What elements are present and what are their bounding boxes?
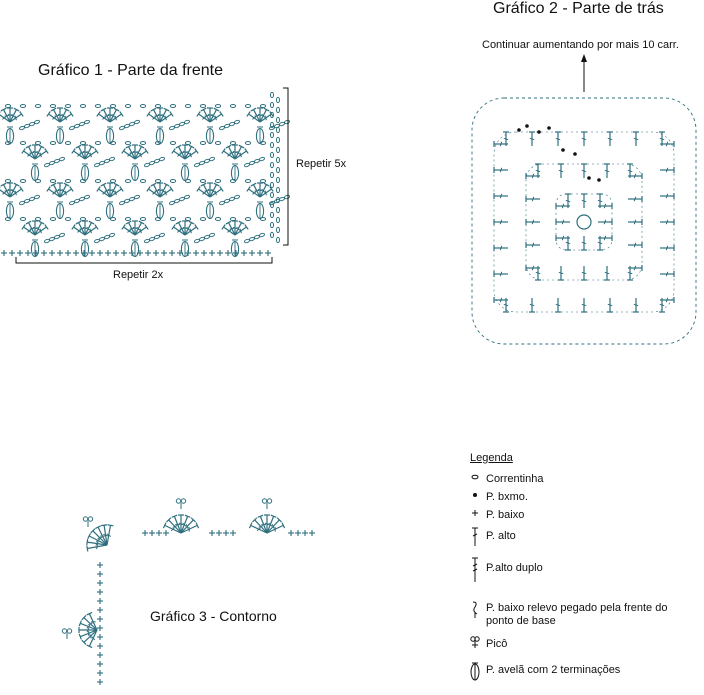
edge-single-crochet <box>97 634 103 640</box>
front-post-single-crochet-icon <box>470 598 484 622</box>
side-chain <box>277 107 280 112</box>
chain-stitch <box>35 142 40 145</box>
chain-stitch <box>50 105 55 108</box>
chain-stitch <box>245 142 250 145</box>
continue-arrowhead <box>581 54 587 62</box>
chain-stitch <box>80 142 85 145</box>
legend-item-label: P.alto duplo <box>486 562 543 574</box>
side-chain <box>271 212 274 217</box>
chain-stitch <box>260 218 265 221</box>
square-double-crochet <box>633 132 639 146</box>
chain-stitch <box>215 142 220 145</box>
edge-single-crochet <box>209 530 215 536</box>
chart1-repeat-horizontal-label: Repetir 2x <box>113 269 164 281</box>
chain-stitch <box>234 120 240 125</box>
base-single-crochet <box>145 250 151 256</box>
side-chain <box>271 142 274 147</box>
bobble-stitch-icon <box>470 660 484 684</box>
chain-stitch <box>65 142 70 145</box>
base-single-crochet <box>113 250 119 256</box>
base-single-crochet <box>137 250 143 256</box>
shell-fan <box>47 183 73 199</box>
chain-stitch <box>34 120 40 125</box>
shell-fan <box>0 108 23 124</box>
chain-stitch <box>125 180 130 183</box>
chain-stitch <box>35 105 40 108</box>
square-double-crochet <box>660 245 674 251</box>
double-crochet-icon <box>470 526 484 550</box>
side-shell <box>79 612 100 647</box>
base-single-crochet <box>9 250 15 256</box>
base-single-crochet <box>73 250 79 256</box>
shell-fan <box>72 221 98 237</box>
legend-title: Legenda <box>470 452 513 464</box>
edge-single-crochet <box>216 530 222 536</box>
side-chain <box>271 232 274 237</box>
chain-stitch <box>20 142 25 145</box>
chain-stitch <box>125 105 130 108</box>
slip-stitch <box>587 176 591 180</box>
square-double-crochet <box>558 266 564 280</box>
side-chain <box>271 192 274 197</box>
edge-single-crochet <box>156 530 162 536</box>
side-chain <box>277 187 280 192</box>
chain-stitch <box>245 218 250 221</box>
chain-stitch <box>20 218 25 221</box>
square-double-crochet <box>660 193 674 199</box>
base-single-crochet <box>25 250 31 256</box>
chain-stitch <box>155 105 160 108</box>
chain-stitch <box>230 218 235 221</box>
chain-stitch <box>155 180 160 183</box>
base-single-crochet <box>249 250 255 256</box>
chain-stitch <box>259 233 265 238</box>
square-double-crochet <box>633 298 639 312</box>
chain-stitch <box>125 218 130 221</box>
bobble-stitch <box>56 202 63 219</box>
slip-stitch <box>573 152 577 156</box>
square-double-crochet <box>607 298 613 312</box>
square-double-crochet <box>556 219 570 225</box>
base-single-crochet <box>97 250 103 256</box>
legend-item-label: P. baixo <box>486 509 525 521</box>
shell-fan <box>197 183 223 199</box>
square-double-crochet <box>526 219 540 225</box>
shell-fan <box>22 145 48 161</box>
chart1-repeat-vertical-label: Repetir 5x <box>296 158 347 170</box>
chart3-diagram <box>55 485 395 685</box>
edge-single-crochet <box>149 530 155 536</box>
chart1-diagram <box>0 85 300 275</box>
bobble-stitch <box>206 202 213 219</box>
square-double-crochet <box>607 132 613 146</box>
chain-stitch <box>65 105 70 108</box>
slip-stitch <box>525 124 529 128</box>
bobble-stitch <box>81 240 88 257</box>
side-chain <box>277 157 280 162</box>
square-double-crochet <box>494 193 508 199</box>
bobble-stitch <box>31 164 38 181</box>
bobble-stitch <box>256 202 263 219</box>
base-single-crochet <box>89 250 95 256</box>
square-double-crochet <box>660 271 674 277</box>
chain-stitch <box>35 180 40 183</box>
chain-stitch <box>110 180 115 183</box>
chain-stitch <box>284 195 290 200</box>
chain-stitch <box>184 120 190 125</box>
shell-fan <box>147 183 173 199</box>
side-chain <box>277 147 280 152</box>
square-double-crochet <box>555 298 561 312</box>
bobble-stitch <box>231 240 238 257</box>
chain-stitch <box>185 218 190 221</box>
slip-stitch <box>547 126 551 130</box>
chain-stitch <box>20 180 25 183</box>
square-double-crochet <box>628 219 642 225</box>
square-double-crochet <box>494 245 508 251</box>
base-single-crochet <box>217 250 223 256</box>
chain-stitch <box>95 105 100 108</box>
chain-stitch <box>5 105 10 108</box>
shell-fan <box>122 145 148 161</box>
chain-stitch <box>200 142 205 145</box>
square-double-crochet <box>494 271 508 277</box>
chain-stitch <box>159 233 165 238</box>
chain-stitch <box>109 157 115 162</box>
side-chain <box>277 167 280 172</box>
base-single-crochet <box>49 250 55 256</box>
chain-stitch <box>59 233 65 238</box>
base-single-crochet <box>185 250 191 256</box>
side-chain <box>271 162 274 167</box>
square-double-crochet <box>628 242 642 248</box>
legend-item-label: P. baixo relevo pegado pela frente do ponto de base <box>486 602 668 627</box>
chain-stitch <box>50 142 55 145</box>
edge-single-crochet <box>142 530 148 536</box>
legend-item-label: Correntinha <box>486 473 544 485</box>
chain-stitch <box>35 218 40 221</box>
base-single-crochet <box>265 250 271 256</box>
side-chain <box>277 227 280 232</box>
chain-stitch <box>245 105 250 108</box>
bobble-stitch <box>81 164 88 181</box>
shell-fan <box>22 221 48 237</box>
base-single-crochet <box>105 250 111 256</box>
edge-single-crochet <box>97 580 103 586</box>
round-outline <box>526 164 642 280</box>
shell-fan <box>247 183 273 199</box>
chain-stitch <box>215 218 220 221</box>
chain-stitch <box>200 105 205 108</box>
bobble-stitch <box>231 164 238 181</box>
base-single-crochet <box>169 250 175 256</box>
side-chain <box>271 152 274 157</box>
bobble-stitch <box>56 127 63 144</box>
base-single-crochet <box>177 250 183 256</box>
square-double-crochet <box>526 242 540 248</box>
edge-single-crochet <box>97 607 103 613</box>
side-chain <box>277 237 280 242</box>
side-chain <box>271 92 274 97</box>
edge-single-crochet <box>230 530 236 536</box>
base-single-crochet <box>193 250 199 256</box>
bobble-stitch <box>156 202 163 219</box>
chain-stitch <box>95 180 100 183</box>
slip-stitch <box>561 148 565 152</box>
side-picot <box>62 629 71 639</box>
chain-stitch <box>134 120 140 125</box>
side-chain <box>271 102 274 107</box>
square-double-crochet <box>598 219 612 225</box>
legend-item-label: P. avelã com 2 terminações <box>486 664 621 676</box>
chain-stitch <box>259 157 265 162</box>
chain-stitch <box>185 142 190 145</box>
base-single-crochet <box>41 250 47 256</box>
chain-stitch <box>215 105 220 108</box>
base-single-crochet <box>225 250 231 256</box>
chain-stitch <box>260 180 265 183</box>
chain-stitch <box>209 233 215 238</box>
edge-single-crochet <box>309 530 315 536</box>
square-double-crochet <box>581 164 587 178</box>
chain-stitch <box>80 218 85 221</box>
round-outline <box>494 132 674 312</box>
square-double-crochet <box>628 196 642 202</box>
chain-stitch <box>95 218 100 221</box>
edge-single-crochet <box>302 530 308 536</box>
edge-single-crochet <box>163 530 169 536</box>
magic-ring <box>577 215 591 229</box>
chain-stitch <box>65 218 70 221</box>
edge-single-crochet <box>97 652 103 658</box>
base-single-crochet <box>209 250 215 256</box>
square-double-crochet <box>581 298 587 312</box>
slip-stitch <box>597 178 601 182</box>
chain-stitch <box>110 218 115 221</box>
side-chain <box>277 137 280 142</box>
side-chain <box>277 207 280 212</box>
edge-single-crochet <box>223 530 229 536</box>
edge-single-crochet <box>97 643 103 649</box>
square-double-crochet <box>558 164 564 178</box>
bobble-stitch <box>131 164 138 181</box>
edge-single-crochet <box>97 625 103 631</box>
bobble-stitch <box>206 127 213 144</box>
legend-item-label: P. alto <box>486 530 516 542</box>
chain-stitch <box>95 142 100 145</box>
chain-stitch <box>140 105 145 108</box>
side-chain <box>277 117 280 122</box>
base-single-crochet <box>161 250 167 256</box>
edge-single-crochet <box>97 598 103 604</box>
base-single-crochet <box>153 250 159 256</box>
base-single-crochet <box>57 250 63 256</box>
side-chain <box>277 217 280 222</box>
shell-fan <box>97 108 123 124</box>
chart2-note: Continuar aumentando por mais 10 carr. <box>482 39 679 51</box>
shell-fan <box>122 221 148 237</box>
repeat-horizontal-bracket <box>16 257 272 263</box>
edge-single-crochet <box>288 530 294 536</box>
edge-single-crochet <box>97 589 103 595</box>
base-single-crochet <box>17 250 23 256</box>
square-double-crochet <box>581 266 587 280</box>
shell-fan <box>172 221 198 237</box>
chain-stitch <box>34 195 40 200</box>
chain-stitch <box>50 180 55 183</box>
treble-crochet-icon <box>470 558 484 582</box>
edge-single-crochet <box>97 679 103 685</box>
chain-stitch <box>234 195 240 200</box>
base-single-crochet <box>257 250 263 256</box>
corner-shell <box>87 525 114 552</box>
chain-stitch <box>140 180 145 183</box>
square-double-crochet <box>581 194 587 208</box>
chain-stitch <box>170 218 175 221</box>
edge-single-crochet <box>97 616 103 622</box>
chain-stitch <box>109 233 115 238</box>
base-single-crochet <box>129 250 135 256</box>
edge-picot <box>176 499 185 509</box>
chain-stitch <box>230 142 235 145</box>
chain-stitch <box>200 218 205 221</box>
square-double-crochet <box>581 236 587 250</box>
edge-shell <box>249 515 284 536</box>
chain-stitch <box>59 157 65 162</box>
chain-stitch <box>80 105 85 108</box>
shell-fan <box>72 145 98 161</box>
chain-stitch <box>84 195 90 200</box>
shell-fan <box>147 108 173 124</box>
edge-single-crochet <box>97 670 103 676</box>
legend-item-label: P. bxmo. <box>486 491 528 503</box>
repeat-vertical-bracket <box>283 88 288 245</box>
base-single-crochet <box>65 250 71 256</box>
chain-stitch <box>215 180 220 183</box>
base-single-crochet <box>121 250 127 256</box>
side-chain <box>277 177 280 182</box>
chain-stitch <box>230 105 235 108</box>
chain-stitch <box>170 142 175 145</box>
chart2-diagram <box>465 50 704 350</box>
chain-stitch <box>65 180 70 183</box>
legend-item-label: Picô <box>486 638 508 650</box>
chain-stitch <box>284 120 290 125</box>
side-chain <box>271 172 274 177</box>
bobble-stitch <box>31 240 38 257</box>
shell-fan <box>222 221 248 237</box>
chain-stitch <box>185 180 190 183</box>
square-double-crochet <box>494 219 508 225</box>
side-chain <box>277 127 280 132</box>
base-single-crochet <box>201 250 207 256</box>
shell-fan <box>172 145 198 161</box>
side-chain <box>271 132 274 137</box>
chain-stitch <box>125 142 130 145</box>
square-double-crochet <box>660 219 674 225</box>
corner-picot <box>83 517 92 527</box>
chain-stitch <box>140 142 145 145</box>
edge-picot <box>262 499 271 509</box>
side-chain <box>271 222 274 227</box>
chain-stitch <box>170 105 175 108</box>
square-double-crochet <box>526 196 540 202</box>
shell-fan <box>97 183 123 199</box>
chain-stitch <box>170 180 175 183</box>
bobble-stitch <box>181 164 188 181</box>
side-chain <box>277 97 280 102</box>
chain-stitch <box>5 180 10 183</box>
square-double-crochet <box>529 132 535 146</box>
chart3-title: Gráfico 3 - Contorno <box>150 608 277 624</box>
picot-icon <box>470 634 484 658</box>
chain-stitch <box>245 180 250 183</box>
chart1-title: Gráfico 1 - Parte da frente <box>38 62 223 79</box>
chain-stitch <box>209 157 215 162</box>
bobble-stitch <box>6 202 13 219</box>
chain-stitch <box>134 195 140 200</box>
chain-stitch <box>140 218 145 221</box>
chain-stitch <box>20 105 25 108</box>
bobble-stitch <box>106 202 113 219</box>
square-double-crochet <box>660 167 674 173</box>
edge-single-crochet <box>97 571 103 577</box>
legend <box>470 452 700 676</box>
edge-single-crochet <box>97 661 103 667</box>
edge-single-crochet <box>97 562 103 568</box>
slip-stitch <box>517 128 521 132</box>
shell-fan <box>222 145 248 161</box>
chain-stitch <box>50 218 55 221</box>
square-double-crochet <box>581 132 587 146</box>
square-double-crochet <box>529 298 535 312</box>
edge-single-crochet <box>295 530 301 536</box>
chain-stitch <box>200 180 205 183</box>
shell-fan <box>247 108 273 124</box>
base-single-crochet <box>241 250 247 256</box>
square-double-crochet <box>494 167 508 173</box>
shell-fan <box>0 183 23 199</box>
square-double-crochet <box>604 266 610 280</box>
square-double-crochet <box>604 164 610 178</box>
chart2-title: Gráfico 2 - Parte de trás <box>493 0 664 17</box>
base-single-crochet <box>1 250 7 256</box>
chain-stitch <box>159 157 165 162</box>
chain-stitch <box>185 105 190 108</box>
chain-stitch <box>260 105 265 108</box>
chain-stitch <box>110 105 115 108</box>
square-double-crochet <box>555 132 561 146</box>
chain-stitch <box>184 195 190 200</box>
chain-stitch <box>84 120 90 125</box>
shell-fan <box>197 108 223 124</box>
side-chain <box>271 182 274 187</box>
shell-fan <box>47 108 73 124</box>
slip-stitch <box>537 130 541 134</box>
